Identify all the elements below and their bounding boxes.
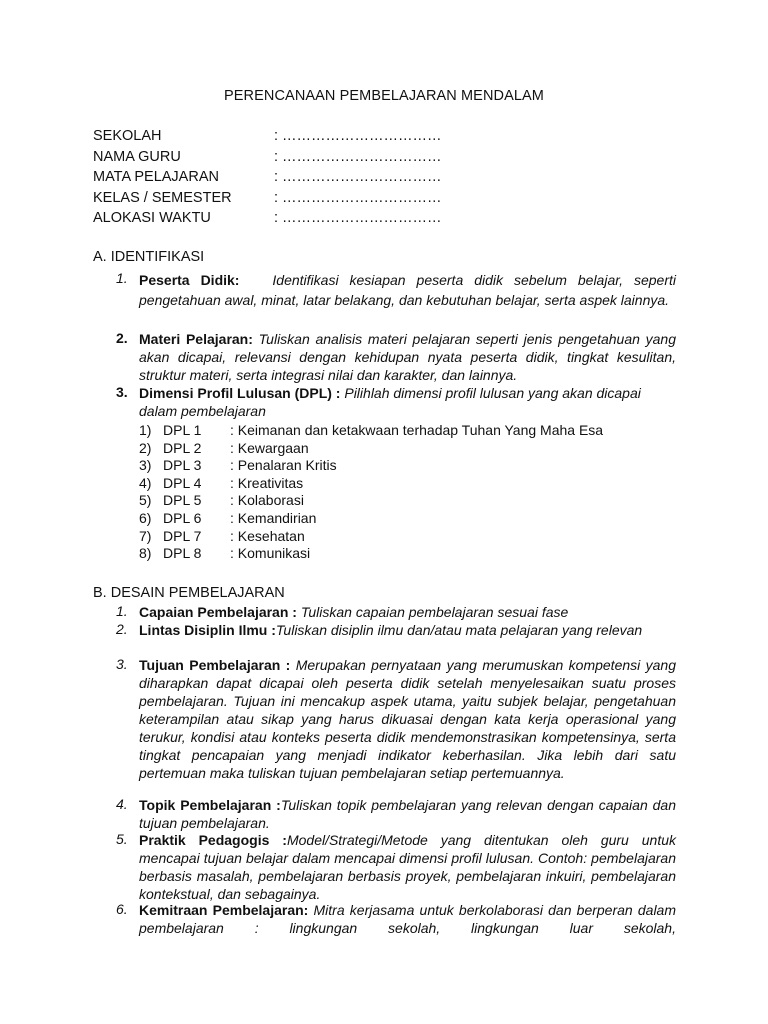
item-number: 3. bbox=[116, 656, 128, 672]
identifikasi-item-dpl bbox=[116, 384, 676, 420]
dpl-name: : Kreativitas bbox=[230, 474, 304, 491]
item-text: Pilihlah dimensi profil lulusan yang akan dicapai dalam pembelajaran bbox=[139, 385, 641, 419]
meta-row-alokasi-waktu bbox=[93, 208, 442, 229]
meta-row-kelas-semester bbox=[93, 188, 442, 209]
dpl-name: : Keimanan dan ketakwaan terhadap Tuhan Yang Maha Esa bbox=[230, 422, 604, 438]
item-text: Tuliskan disiplin ilmu dan/atau mata pelajaran yang relevan bbox=[275, 622, 643, 638]
meta-value: : …………………………… bbox=[274, 189, 442, 206]
item-label: Tujuan Pembelajaran : bbox=[139, 657, 291, 673]
document-title: PERENCANAAN PEMBELAJARAN MENDALAM bbox=[224, 88, 544, 104]
identifikasi-item-peserta-didik bbox=[116, 270, 676, 310]
dpl-row bbox=[139, 510, 603, 528]
dpl-row bbox=[139, 492, 603, 510]
dpl-code: DPL 7 bbox=[163, 527, 202, 544]
meta-label: KELAS / SEMESTER bbox=[93, 189, 232, 206]
dpl-code: DPL 3 bbox=[163, 457, 202, 474]
item-text: Identifikasi kesiapan peserta didik sebelum belajar, seperti pengetahuan awal, minat, latar belakang, dan kebutuhan belajar, serta aspek lainnya. bbox=[139, 272, 677, 308]
dpl-name: : Kesehatan bbox=[230, 527, 305, 544]
meta-label: MATA PELAJARAN bbox=[93, 169, 219, 185]
meta-label: NAMA GURU bbox=[93, 148, 181, 165]
item-text: Tuliskan analisis materi pelajaran seperti jenis pengetahuan yang akan dicapai, relevansi dengan kehidupan nyata peserta didik, tingkat kesulitan, struktur materi, serta integrasi nilai dan karakter, dan lainnya. bbox=[139, 331, 677, 383]
meta-value: : …………………………… bbox=[274, 169, 442, 185]
item-label: Capaian Pembelajaran : bbox=[139, 604, 297, 620]
item-label: Kemitraan Pembelajaran: bbox=[139, 902, 309, 918]
desain-item-topik bbox=[116, 796, 676, 832]
item-text: Tuliskan topik pembelajaran yang relevan dengan capaian dan tujuan pembelajaran. bbox=[139, 797, 677, 831]
desain-item-lintas-disiplin bbox=[116, 621, 676, 639]
meta-value: : …………………………… bbox=[274, 148, 442, 165]
dpl-name: : Kolaborasi bbox=[230, 492, 304, 509]
item-number: 2. bbox=[116, 621, 128, 637]
dpl-code: DPL 4 bbox=[163, 474, 202, 491]
item-label: Praktik Pedagogis : bbox=[139, 832, 287, 848]
dpl-index: 6) bbox=[139, 509, 152, 526]
dpl-row bbox=[139, 440, 603, 458]
dpl-index: 4) bbox=[139, 474, 152, 491]
dpl-row bbox=[139, 475, 603, 493]
item-text: Merupakan pernyataan yang merumuskan kompetensi yang diharapkan dapat dicapai oleh peserta didik setelah menyelesaikan suatu proses pembelajaran. Tujuan ini mencakup aspek utama, yaitu subjek belajar, pengetahuan keterampilan atau sikap yang harus dikuasai dengan kata kerja operasional yang terukur, kondisi atau konteks peserta didik mendemonstrasikan kompetensinya, serta tingkat pencapaian yang menjadi indikator keberhasilan. Jika lebih dari satu pertemuan maka tuliskan tujuan pembelajaran setiap pertemuannya. bbox=[139, 657, 676, 781]
dpl-index: 7) bbox=[139, 527, 152, 544]
desain-item-tujuan bbox=[116, 656, 676, 782]
dpl-code: DPL 2 bbox=[163, 439, 202, 456]
item-number: 4. bbox=[116, 796, 128, 812]
item-number: 1. bbox=[116, 270, 128, 286]
section-heading-identifikasi: A. IDENTIFIKASI bbox=[93, 249, 205, 265]
dpl-index: 2) bbox=[139, 439, 152, 456]
dpl-name: : Penalaran Kritis bbox=[230, 457, 337, 474]
item-label: Dimensi Profil Lulusan (DPL) : bbox=[139, 385, 341, 401]
item-label: Peserta Didik: bbox=[139, 272, 240, 288]
meta-value: : …………………………… bbox=[274, 128, 442, 144]
item-label: Lintas Disiplin Ilmu : bbox=[139, 622, 276, 638]
item-number: 5. bbox=[116, 831, 128, 847]
dpl-name: : Kemandirian bbox=[230, 509, 317, 526]
desain-item-kemitraan bbox=[116, 901, 676, 937]
dpl-index: 5) bbox=[139, 492, 152, 509]
dpl-row bbox=[139, 422, 603, 440]
dpl-row bbox=[139, 528, 603, 546]
desain-item-capaian bbox=[116, 603, 676, 621]
identifikasi-item-materi-pelajaran bbox=[116, 330, 676, 384]
dpl-code: DPL 6 bbox=[163, 509, 202, 526]
dpl-index: 3) bbox=[139, 457, 152, 474]
meta-label: ALOKASI WAKTU bbox=[93, 210, 211, 226]
item-number: 1. bbox=[116, 603, 128, 619]
dpl-list bbox=[139, 422, 603, 563]
item-text: Model/Strategi/Metode yang ditentukan oleh guru untuk mencapai tujuan belajar dalam mencapai dimensi profil lulusan. Contoh: pembelajaran berbasis masalah, pembelajaran berbasis proyek, pembelajaran inkuiri, pembelajaran kontekstual, dan sebagainya. bbox=[139, 832, 676, 902]
item-text: Mitra kerjasama untuk berkolaborasi dan berperan dalam pembelajaran : lingkungan sekolah, lingkungan luar sekolah, bbox=[139, 902, 676, 936]
dpl-name: : Kewargaan bbox=[230, 439, 309, 456]
dpl-index: 1) bbox=[139, 422, 152, 438]
desain-item-praktik-pedagogis bbox=[116, 831, 676, 903]
item-label: Topik Pembelajaran : bbox=[139, 797, 281, 813]
item-number: 3. bbox=[116, 384, 128, 400]
meta-row-sekolah bbox=[93, 126, 442, 147]
dpl-index: 8) bbox=[139, 545, 152, 562]
dpl-name: : Komunikasi bbox=[230, 545, 311, 562]
dpl-row bbox=[139, 545, 603, 563]
meta-row-nama-guru bbox=[93, 147, 442, 168]
dpl-code: DPL 5 bbox=[163, 492, 202, 509]
meta-label: SEKOLAH bbox=[93, 128, 162, 144]
item-number: 2. bbox=[116, 330, 128, 346]
meta-value: : …………………………… bbox=[274, 210, 442, 226]
section-heading-desain-pembelajaran: B. DESAIN PEMBELAJARAN bbox=[93, 585, 285, 601]
item-label: Materi Pelajaran: bbox=[139, 331, 253, 347]
dpl-code: DPL 1 bbox=[163, 422, 202, 438]
item-text: Tuliskan capaian pembelajaran sesuai fase bbox=[300, 604, 569, 620]
identity-fields bbox=[93, 126, 442, 229]
dpl-row bbox=[139, 457, 603, 475]
dpl-code: DPL 8 bbox=[163, 545, 202, 562]
item-number: 6. bbox=[116, 901, 128, 917]
meta-row-mata-pelajaran bbox=[93, 167, 442, 188]
